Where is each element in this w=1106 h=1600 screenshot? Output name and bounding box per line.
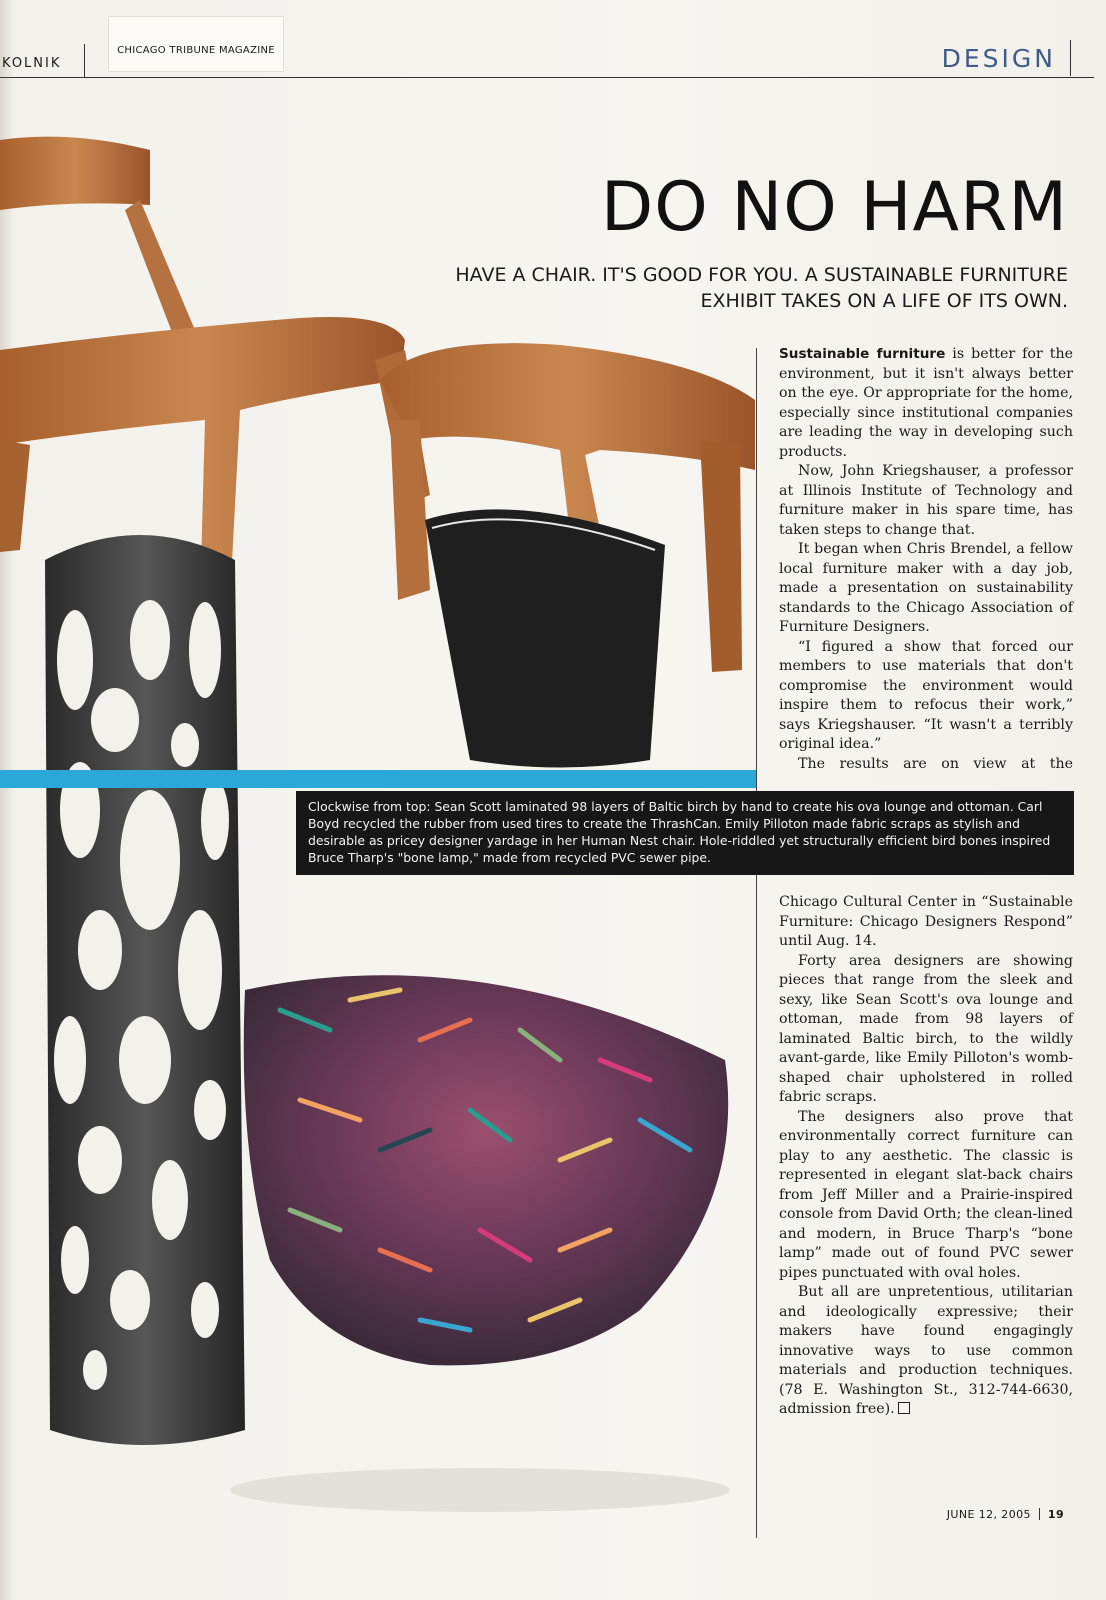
column-rule [756, 348, 757, 1538]
folio [947, 1508, 1064, 1521]
paragraph-1 [779, 345, 1073, 462]
article-column-top [779, 345, 1073, 774]
paragraph-6: Forty area designers are showing pieces that range from the sleek and sexy, like Sean Scott's ova lounge and ottoman, made from 98 layers of laminated Baltic birch, to the wildly avant-garde, like Emily Pilloton's womb-shaped chair upholstered in rolled fabric scraps. [779, 952, 1073, 1105]
paragraph-1-text: is better for the environment, but it isn't always better on the eye. Or appropriate for the home, especially since institutional companies are leading the way in developing such products. [779, 346, 1073, 460]
section-label: DESIGN [941, 44, 1056, 73]
headline: DO NO HARM [600, 168, 1068, 247]
paragraph-4: “I figured a show that forced our members to use materials that don't compromise the environment would inspire them to refocus their work,” says Kriegshauser. “It wasn't a terribly original idea.” [779, 638, 1073, 752]
paragraph-3: It began when Chris Brendel, a fellow local furniture maker with a day job, made a presentation on sustainability standards to the Chicago Association of Furniture Designers. [779, 541, 1073, 635]
article-column-bottom [779, 893, 1073, 1420]
ova-lounge-chair [0, 137, 430, 600]
bone-lamp [45, 535, 245, 1445]
header-divider-right [1070, 40, 1071, 76]
end-mark-icon [898, 1402, 910, 1414]
paragraph-7: The designers also prove that environmentally correct furniture can play to any aesthetic. The classic is represented in elegant slat-back chairs from Jeff Miller and a Prairie-inspired console from David Orth; the clean-lined and modern, in Bruce Tharp's “bone lamp” made out of found PVC sewer pipes punctuated with oval holes. [779, 1108, 1073, 1281]
author-name: KOLNIK [2, 56, 62, 71]
thrashcan [425, 509, 665, 767]
paragraph-2: Now, John Kriegshauser, a professor at Illinois Institute of Technology and furniture maker in his spare time, has taken steps to change that. [779, 463, 1073, 538]
human-nest-chair [230, 975, 730, 1512]
issue-date: JUNE 12, 2005 [946, 1508, 1031, 1521]
paragraph-5-end: Chicago Cultural Center in “Sustainable Furniture: Chicago Designers Respond” until Aug. 14. [779, 894, 1073, 949]
publication-label: CHICAGO TRIBUNE MAGAZINE [108, 16, 284, 72]
header-divider [84, 44, 85, 78]
paragraph-8 [779, 1283, 1073, 1420]
header-rule [0, 77, 1094, 78]
accent-bar [0, 770, 757, 788]
folio-divider [1039, 1508, 1040, 1520]
paragraph-8-text: But all are unpretentious, utilitarian and ideologically expressive; their makers have found engagingly innovative ways to use common materials and production techniques. (78 E. Washington St., 312-744-6630, admission free). [779, 1284, 1073, 1417]
photo-caption: Clockwise from top: Sean Scott laminated 98 layers of Baltic birch by hand to create his ova lounge and ottoman. Carl Boyd recycled the rubber from used tires to create the ThrashCan. Emily Pilloton made fabric scraps as stylish and desirable as pricey designer yardage in her Human Nest chair. Hole-riddled yet structurally efficient bird bones inspired Bruce Tharp's "bone lamp," made from recycled PVC sewer pipe. [296, 791, 1074, 875]
lead-in: Sustainable furniture [779, 346, 946, 362]
deck: HAVE A CHAIR. IT'S GOOD FOR YOU. A SUSTAINABLE FURNITURE EXHIBIT TAKES ON A LIFE OF ITS OWN. [455, 264, 1068, 312]
page-number: 19 [1047, 1508, 1064, 1521]
paragraph-5-start: The results are on view at the [798, 755, 1073, 772]
